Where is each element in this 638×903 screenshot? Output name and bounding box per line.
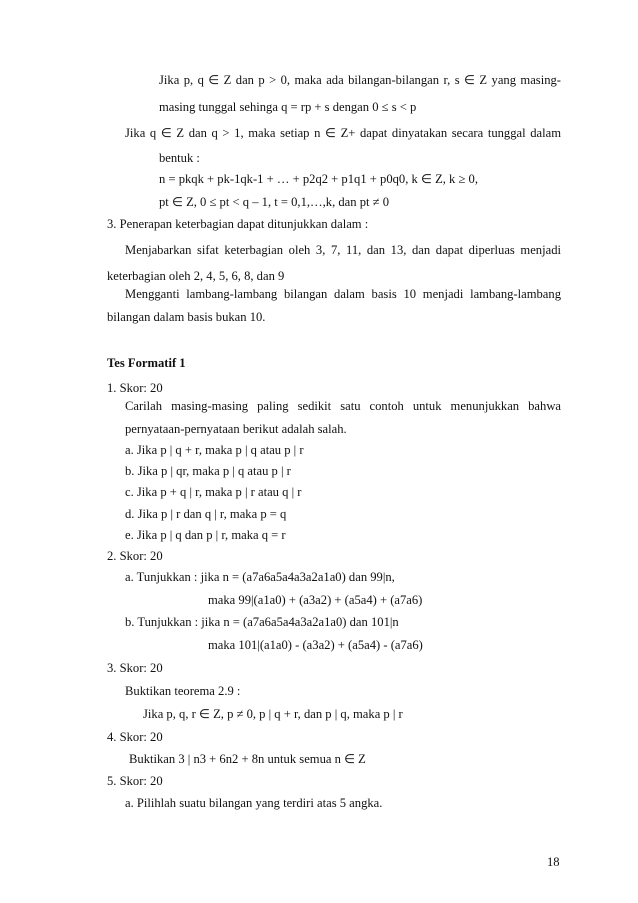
text-line: Mengganti lambang-lambang bilangan dalam basis 10 menjadi lambang-lambang (125, 287, 561, 301)
text-line: Buktikan 3 | n3 + 6n2 + 8n untuk semua n ∈ Z (129, 752, 366, 766)
list-item: d. Jika p | r dan q | r, maka p = q (125, 507, 287, 521)
text-line: Menjabarkan sifat keterbagian oleh 3, 7, 11, dan 13, dan dapat diperluas menjadi (125, 243, 561, 257)
text-line: Jika p, q, r ∈ Z, p ≠ 0, p | q + r, dan p | q, maka p | r (143, 707, 403, 721)
section-heading: Tes Formatif 1 (107, 356, 186, 370)
equation-line: pt ∈ Z, 0 ≤ pt < q – 1, t = 0,1,…,k, dan pt ≠ 0 (159, 195, 389, 209)
text-line: Carilah masing-masing paling sedikit satu contoh untuk menunjukkan bahwa (125, 399, 561, 413)
page-number: 18 (547, 855, 560, 869)
text-line: maka 99|(a1a0) + (a3a2) + (a5a4) + (a7a6) (208, 593, 423, 607)
list-item: a. Tunjukkan : jika n = (a7a6a5a4a3a2a1a0) dan 99|n, (125, 570, 395, 584)
text-line: maka 101|(a1a0) - (a3a2) + (a5a4) - (a7a6) (208, 638, 423, 652)
text-line: masing tunggal sehinga q = rp + s dengan 0 ≤ s < p (159, 100, 417, 114)
list-item: b. Jika p | qr, maka p | q atau p | r (125, 464, 291, 478)
text-line: pernyataan-pernyataan berikut adalah salah. (125, 422, 347, 436)
text-line: keterbagian oleh 2, 4, 5, 6, 8, dan 9 (107, 269, 285, 283)
text-line: bilangan dalam basis bukan 10. (107, 310, 266, 324)
text-line: bentuk : (159, 151, 200, 165)
text-line: Buktikan teorema 2.9 : (125, 684, 241, 698)
list-item: 1. Skor: 20 (107, 381, 163, 395)
list-item: b. Tunjukkan : jika n = (a7a6a5a4a3a2a1a0) dan 101|n (125, 615, 399, 629)
list-item: e. Jika p | q dan p | r, maka q = r (125, 528, 286, 542)
list-item: 4. Skor: 20 (107, 730, 163, 744)
list-item: a. Jika p | q + r, maka p | q atau p | r (125, 443, 304, 457)
text-line: Jika q ∈ Z dan q > 1, maka setiap n ∈ Z+ dapat dinyatakan secara tunggal dalam (125, 126, 561, 140)
list-item: 5. Skor: 20 (107, 774, 163, 788)
list-item: 3. Penerapan keterbagian dapat ditunjukkan dalam : (107, 217, 369, 231)
list-item: c. Jika p + q | r, maka p | r atau q | r (125, 485, 302, 499)
list-item: a. Pilihlah suatu bilangan yang terdiri atas 5 angka. (125, 796, 383, 810)
text-line: Jika p, q ∈ Z dan p > 0, maka ada bilangan-bilangan r, s ∈ Z yang masing- (159, 73, 561, 87)
list-item: 2. Skor: 20 (107, 549, 163, 563)
equation-line: n = pkqk + pk-1qk-1 + … + p2q2 + p1q1 + p0q0, k ∈ Z, k ≥ 0, (159, 172, 479, 186)
list-item: 3. Skor: 20 (107, 661, 163, 675)
